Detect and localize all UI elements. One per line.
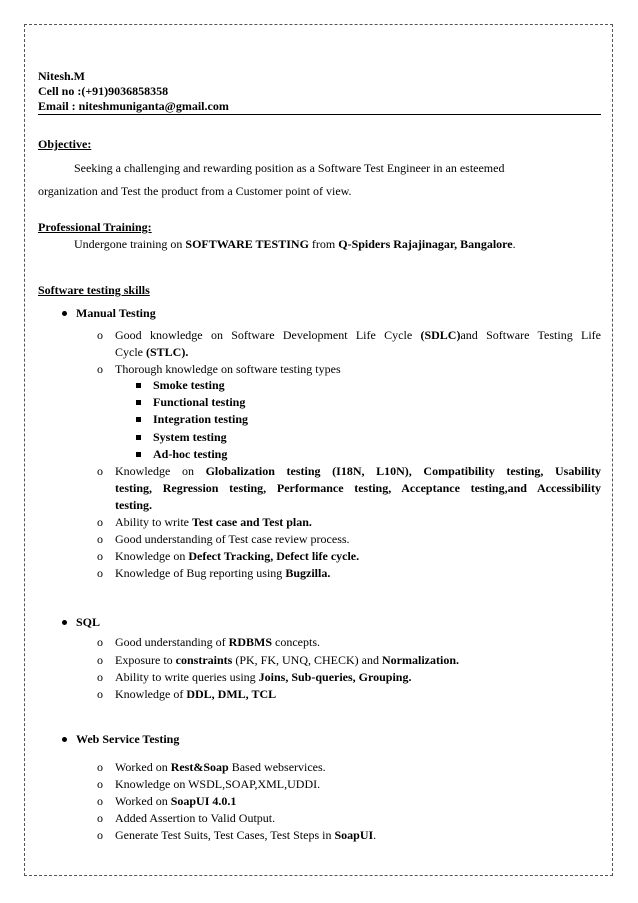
circle-bullet-icon: o bbox=[97, 687, 103, 701]
circle-bullet-icon: o bbox=[97, 532, 103, 546]
circle-bullet-icon: o bbox=[97, 515, 103, 529]
sql-title: SQL bbox=[76, 615, 101, 629]
circle-bullet-icon: o bbox=[97, 828, 103, 842]
knowledge-line-3: testing. bbox=[115, 498, 152, 512]
candidate-name: Nitesh.M bbox=[38, 69, 85, 83]
objective-line-1: Seeking a challenging and rewarding position as a Software Test Engineer in an esteemed bbox=[74, 161, 505, 175]
training-text: Undergone training on SOFTWARE TESTING from Q-Spiders Rajajinagar, Bangalore. bbox=[74, 237, 516, 251]
cell-number: Cell no :(+91)9036858358 bbox=[38, 84, 169, 98]
square-bullet-icon bbox=[136, 383, 141, 388]
square-bullet-icon bbox=[136, 400, 141, 405]
square-bullet-icon bbox=[136, 452, 141, 457]
sql-item-ddl: Knowledge of DDL, DML, TCL bbox=[115, 687, 277, 701]
testing-type-item: System testing bbox=[153, 430, 227, 444]
testing-type-item: Functional testing bbox=[153, 395, 246, 409]
testing-type-item: Integration testing bbox=[153, 412, 248, 426]
ability-item: Ability to write Test case and Test plan. bbox=[115, 515, 312, 529]
sql-item-constraints: Exposure to constraints (PK, FK, UNQ, CHECK) and Normalization. bbox=[115, 653, 459, 667]
circle-bullet-icon: o bbox=[97, 328, 103, 342]
web-item-generate: Generate Test Suits, Test Cases, Test Steps in SoapUI. bbox=[115, 828, 377, 842]
circle-bullet-icon: o bbox=[97, 777, 103, 791]
bullet-icon bbox=[62, 737, 67, 742]
web-item-assertion: Added Assertion to Valid Output. bbox=[115, 811, 276, 825]
header-divider bbox=[38, 114, 601, 115]
web-item-soapui: Worked on SoapUI 4.0.1 bbox=[115, 794, 237, 808]
web-item-wsdl: Knowledge on WSDL,SOAP,XML,UDDI. bbox=[115, 777, 321, 791]
manual-testing-title: Manual Testing bbox=[76, 306, 156, 320]
sdlc-line-2: Cycle (STLC). bbox=[115, 345, 189, 359]
bullet-icon bbox=[62, 620, 67, 625]
circle-bullet-icon: o bbox=[97, 566, 103, 580]
web-service-title: Web Service Testing bbox=[76, 732, 180, 746]
review-item: Good understanding of Test case review process. bbox=[115, 532, 350, 546]
sql-item-queries: Ability to write queries using Joins, Sub-queries, Grouping. bbox=[115, 670, 412, 684]
page-border bbox=[24, 24, 613, 876]
training-heading: Professional Training: bbox=[38, 220, 152, 234]
sql-item-rdbms: Good understanding of RDBMS concepts. bbox=[115, 635, 320, 649]
web-item-rest-soap: Worked on Rest&Soap Based webservices. bbox=[115, 760, 326, 774]
types-intro: Thorough knowledge on software testing types bbox=[115, 362, 341, 376]
knowledge-line-2: testing, Regression testing, Performance testing, Acceptance testing,and Accessibility bbox=[115, 481, 601, 495]
circle-bullet-icon: o bbox=[97, 362, 103, 376]
circle-bullet-icon: o bbox=[97, 811, 103, 825]
testing-type-item: Ad-hoc testing bbox=[153, 447, 228, 461]
circle-bullet-icon: o bbox=[97, 464, 103, 478]
circle-bullet-icon: o bbox=[97, 653, 103, 667]
circle-bullet-icon: o bbox=[97, 549, 103, 563]
testing-type-item: Smoke testing bbox=[153, 378, 225, 392]
skills-heading: Software testing skills bbox=[38, 283, 150, 297]
bullet-icon bbox=[62, 311, 67, 316]
circle-bullet-icon: o bbox=[97, 760, 103, 774]
circle-bullet-icon: o bbox=[97, 670, 103, 684]
objective-heading: Objective: bbox=[38, 137, 92, 151]
bugzilla-item: Knowledge of Bug reporting using Bugzilla. bbox=[115, 566, 331, 580]
objective-line-2: organization and Test the product from a Customer point of view. bbox=[38, 184, 352, 198]
square-bullet-icon bbox=[136, 435, 141, 440]
square-bullet-icon bbox=[136, 417, 141, 422]
knowledge-line-1: Knowledge on Globalization testing (I18N, L10N), Compatibility testing, Usability bbox=[115, 464, 601, 478]
defect-item: Knowledge on Defect Tracking, Defect life cycle. bbox=[115, 549, 360, 563]
email-address: Email : niteshmuniganta@gmail.com bbox=[38, 99, 229, 113]
circle-bullet-icon: o bbox=[97, 794, 103, 808]
sdlc-line-1: Good knowledge on Software Development Life Cycle (SDLC)and Software Testing Life bbox=[115, 328, 601, 342]
circle-bullet-icon: o bbox=[97, 635, 103, 649]
